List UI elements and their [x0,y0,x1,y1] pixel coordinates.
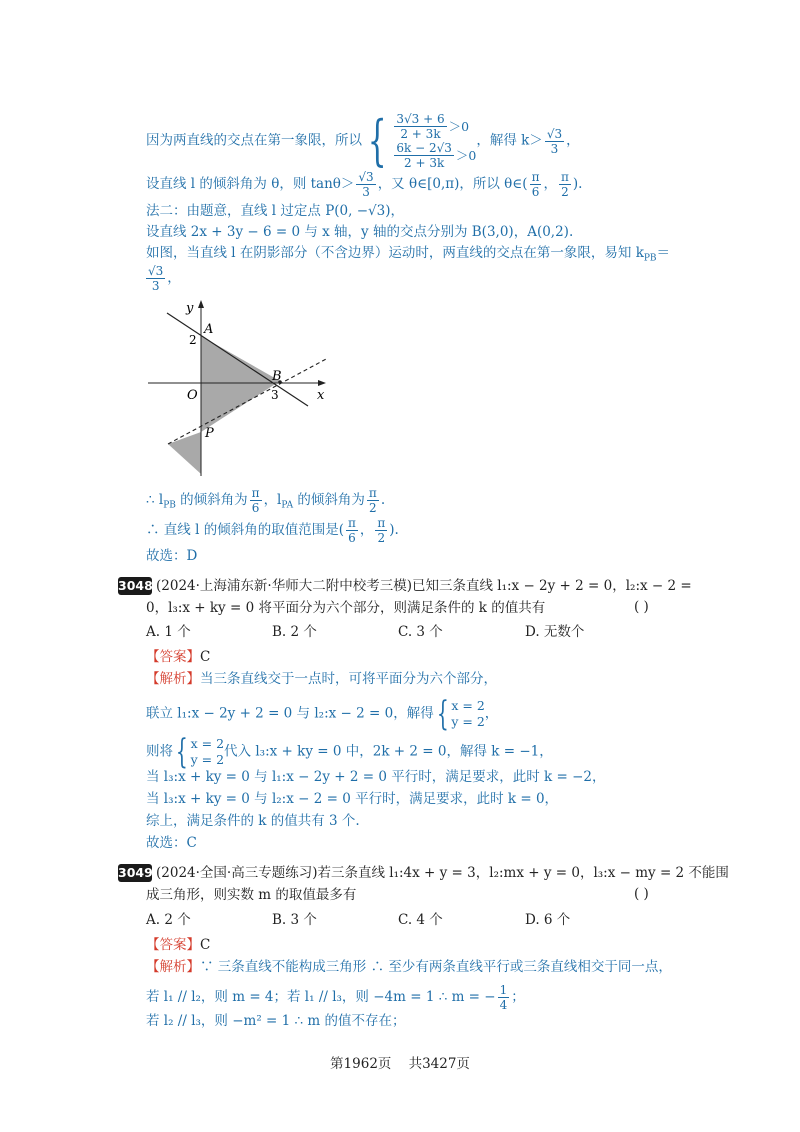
analysis-3048-line-7: 故选：C [146,835,197,851]
page-footer [0,1052,800,1072]
answer-tag: 【答案】 [146,649,200,665]
label-P: P [205,426,214,441]
option-b: B. 3 个 [272,912,317,928]
label-3: 3 [271,388,279,402]
analysis-3048-line-5: 当 l₃:x + ky = 0 与 l₂:x − 2 = 0 平行时，满足要求，此时 k = 0， [146,791,559,807]
analysis-3049-line-1: 【解析】∵ 三条直线不能构成三角形 ∴ 至少有两条直线平行或三条直线相交于同一点， [146,959,672,975]
question-3049-line-2: 成三角形，则实数 m 的取值最多有 [146,887,357,903]
analysis-tag: 【解析】 [146,959,200,975]
question-3049-line-1: (2024·全国·高三专题练习)若三条直线 l₁:4x + y = 3，l₂:mx + y = 0，l₃:x − my = 2 不能围 [156,865,729,881]
page-number: 第1962页 [330,1056,392,1072]
solution-line-6: $\frac{√3}{3}$ ， [148,264,181,293]
answer-3048: 【答案】C [146,649,211,665]
page-total: 共3427页 [408,1056,470,1072]
label-O: O [187,388,198,403]
analysis-tag: 【解析】 [146,671,200,687]
analysis-3048-line-2: 联立 l₁:x − 2y + 2 = 0 与 l₂:x − 2 = 0，解得 { x = 2 y = 2 ， [146,694,499,734]
label-x: x [317,388,325,403]
analysis-3048-line-4: 当 l₃:x + ky = 0 与 l₁:x − 2y + 2 = 0 平行时，满足要求，此时 k = −2， [146,769,606,785]
analysis-3049-line-2: 若 l₁ // l₂，则 m = 4；若 l₁ // l₃，则 −4m = 1 ∴ m = − $\frac{1}{4}$ ； [146,983,525,1012]
solution-line-8: ∴ 直线 l 的倾斜角的取值范围是( $\frac{\pi}{6}$ ， $\frac{\pi}{2}$ ). [146,516,399,545]
label-A: A [204,322,214,337]
line-figure [140,296,340,481]
solution-line-3: 法二：由题意，直线 l 过定点 P(0, −√3)， [146,203,404,219]
solution-line-5: 如图，当直线 l 在阴影部分（不含边界）运动时，两直线的交点在第一象限，易知 $k_{PB}=$ [146,245,671,264]
answer-3049: 【答案】C [146,937,211,953]
option-d: D. 无数个 [525,624,585,640]
solution-line-7: ∴ $l_{PB}$ 的倾斜角为 $\frac{\pi}{6}$ ，$l_{PA}$ 的倾斜角为 $\frac{\pi}{2}$ . [146,486,386,515]
question-3048-line-1: (2024·上海浦东新·华师大二附中校考三模)已知三条直线 l₁:x − 2y + 2 = 0，l₂:x − 2 = [156,578,692,594]
label-y: y [186,301,194,316]
solution-line-1: 因为两直线的交点在第一象限，所以 { $\frac{3√3 + 6}{2 + 3k}$ ＞0 $\frac{6k - 2√3}{2 + 3k}$ ＞0 ，解得 k＞ $\frac{√3}{3}$ ， [146,109,580,172]
inequality-system: { $\frac{3√3 + 6}{2 + 3k}$ ＞0 $\frac{6k - 2√3}{2 + 3k}$ ＞0 [367,109,477,172]
analysis-3049-line-3: 若 l₂ // l₃，则 −m² = 1 ∴ m 的值不存在； [146,1013,406,1029]
x-axis-arrow [318,380,326,386]
shaded-region-upper [201,336,280,432]
analysis-3048-line-1: 【解析】当三条直线交于一点时，可将平面分为六个部分， [146,671,497,687]
option-c: C. 3 个 [398,624,443,640]
shaded-region-lower [168,432,201,474]
option-b: B. 2 个 [272,624,317,640]
analysis-3048-line-3: 则将 { x = 2 y = 2 代入 l₃:x + ky = 0 中，2k + 2 = 0，解得 k = −1， [146,732,553,772]
question-number-3049: 3049 [118,865,153,880]
option-a: A. 1 个 [146,624,191,640]
y-axis-arrow [198,300,204,308]
option-d: D. 6 个 [525,912,571,928]
analysis-3048-line-6: 综上，满足条件的 k 的值共有 3 个. [146,813,360,829]
solution-line-9: 故选：D [146,548,198,564]
question-3048-line-2: 0，l₃:x + ky = 0 将平面分为六个部分，则满足条件的 k 的值共有 [146,600,546,616]
solution-line-2: 设直线 l 的倾斜角为 θ，则 tanθ＞ $\frac{√3}{3}$ ，又 θ∈[0,π)，所以 θ∈( $\frac{\pi}{6}$ ， $\frac{\pi}{2}$ ). [146,170,583,199]
label-2: 2 [189,333,197,347]
answer-bracket-3048: ( ) [634,599,649,615]
label-B: B [272,369,282,384]
option-a: A. 2 个 [146,912,191,928]
answer-tag: 【答案】 [146,937,200,953]
option-c: C. 4 个 [398,912,443,928]
answer-bracket-3049: ( ) [634,886,649,902]
solution-line-4: 设直线 2x + 3y − 6 = 0 与 x 轴，y 轴的交点分别为 B(3,0)，A(0,2). [146,224,574,240]
question-number-3048: 3048 [118,578,153,593]
